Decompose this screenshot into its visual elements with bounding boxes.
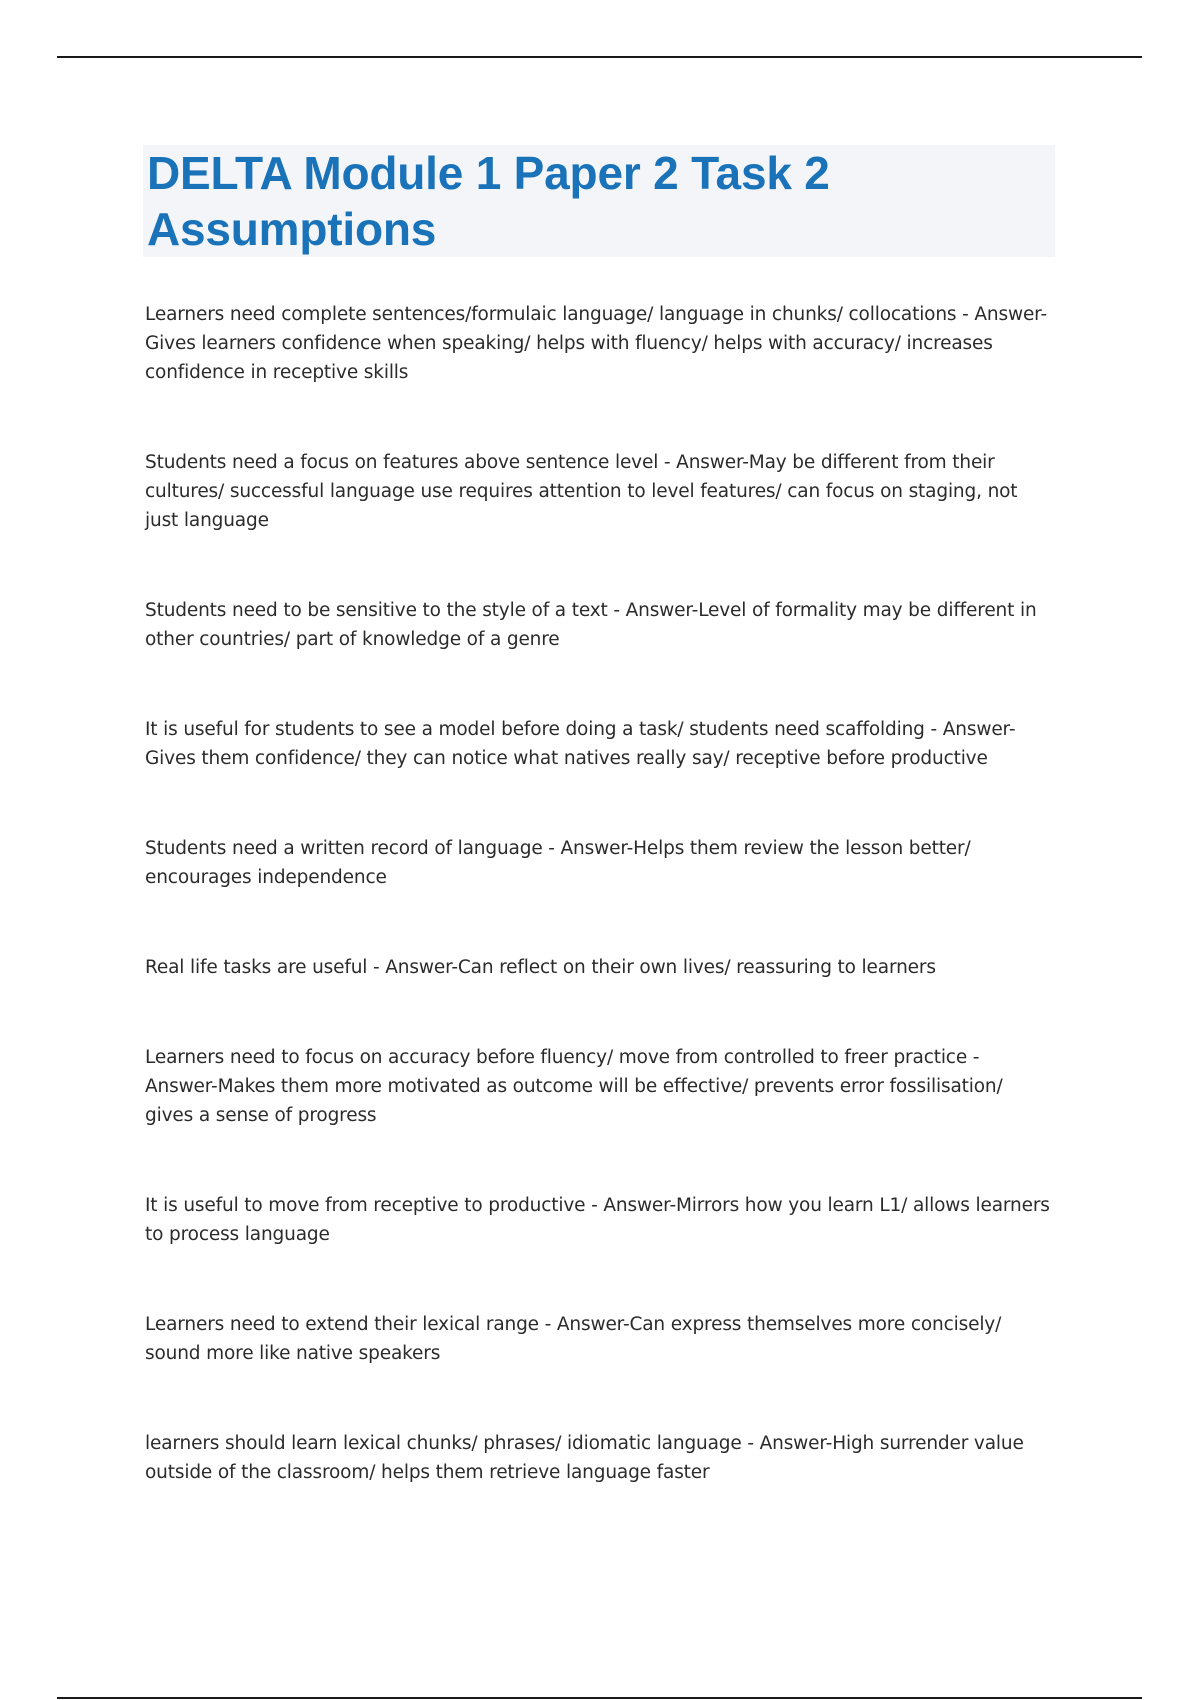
assumption-item: It is useful for students to see a model before doing a task/ students need scaffolding - Answer-Gives them confidence/ they can notice what natives really say/ receptive before productive xyxy=(145,719,1016,769)
footer-rule xyxy=(57,1697,1142,1699)
assumption-item: Students need a written record of language - Answer-Helps them review the lesson better/ encourages independence xyxy=(145,838,971,888)
assumption-item: It is useful to move from receptive to productive - Answer-Mirrors how you learn L1/ allows learners to process language xyxy=(145,1195,1050,1245)
title-block xyxy=(143,145,1055,257)
assumption-item: Learners need complete sentences/formulaic language/ language in chunks/ collocations - Answer-Gives learners confidence when speaking/ helps with fluency/ helps with accuracy/ increases confidence in receptive skills xyxy=(145,304,1047,383)
assumption-item: Students need to be sensitive to the style of a text - Answer-Level of formality may be different in other countries/ part of knowledge of a genre xyxy=(145,600,1037,650)
assumption-item: Students need a focus on features above sentence level - Answer-May be different from their cultures/ successful language use requires attention to level features/ can focus on staging, not just language xyxy=(145,452,1018,531)
assumption-item: Real life tasks are useful - Answer-Can reflect on their own lives/ reassuring to learners xyxy=(145,957,936,978)
assumption-list xyxy=(145,300,1055,1487)
assumption-item: learners should learn lexical chunks/ phrases/ idiomatic language - Answer-High surrender value outside of the classroom/ helps them retrieve language faster xyxy=(145,1433,1024,1483)
page-title: DELTA Module 1 Paper 2 Task 2 Assumptions xyxy=(147,147,830,255)
header-rule xyxy=(57,56,1142,58)
assumption-item: Learners need to focus on accuracy before fluency/ move from controlled to freer practice - Answer-Makes them more motivated as outcome will be effective/ prevents error fossilisation/ gives a sense of progress xyxy=(145,1047,1003,1126)
assumption-item: Learners need to extend their lexical range - Answer-Can express themselves more concisely/ sound more like native speakers xyxy=(145,1314,1002,1364)
